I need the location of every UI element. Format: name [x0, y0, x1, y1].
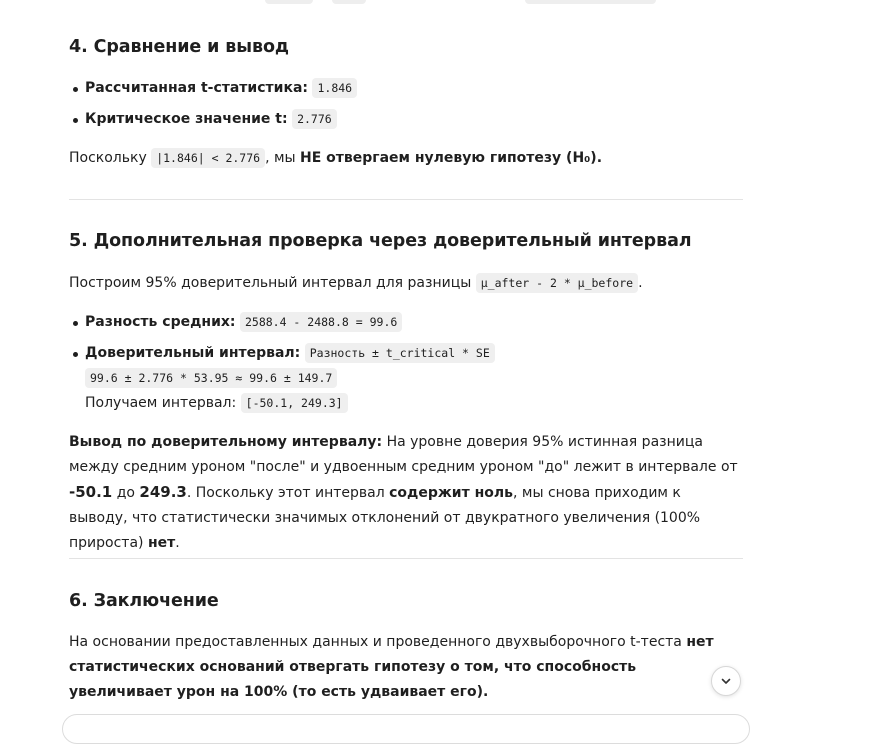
- comparison-list: [69, 76, 357, 138]
- ci-low-value: -50.1: [69, 483, 113, 501]
- t-critical-label: Критическое значение t:: [85, 111, 288, 127]
- ci-high-value: 249.3: [139, 483, 187, 501]
- bullet: [73, 118, 78, 123]
- ci-calculation-code: 99.6 ± 2.776 * 53.95 ≈ 99.6 ± 149.7: [85, 368, 337, 388]
- final-conclusion: [69, 630, 743, 705]
- ci-result-paragraph: [69, 430, 743, 556]
- comparison-conclusion: [69, 146, 602, 171]
- section-heading-comparison: 4. Сравнение и вывод: [69, 37, 289, 57]
- text: . Поскольку этот интервал: [186, 485, 390, 501]
- text: , мы: [265, 150, 301, 166]
- text: , мы снова приходим к выводу, что статистически значимых отклонений от двукратного увеличения (100% прироста): [69, 485, 701, 551]
- ci-interval-code: [-50.1, 249.3]: [241, 393, 348, 413]
- ci-label: Доверительный интервал:: [85, 345, 301, 361]
- chevron-down-icon: [719, 674, 733, 688]
- t-stat-label: Рассчитанная t-статистика:: [85, 80, 309, 96]
- t-critical-value: 2.776: [292, 109, 337, 129]
- text: .: [175, 535, 180, 551]
- t-stat-value: 1.846: [312, 78, 357, 98]
- code-chip: [265, 0, 313, 4]
- text: На уровне доверия 95% истинная разница между средним уроном "после" и удвоенным средним уроном "до" лежит в интервале от: [69, 434, 738, 475]
- section-heading-conclusion: 6. Заключение: [69, 591, 219, 611]
- ci-formula-code: Разность ± t_critical * SE: [305, 343, 495, 363]
- list-item: [69, 76, 357, 107]
- text: .: [638, 275, 643, 291]
- mean-difference-code: 2588.4 - 2488.8 = 99.6: [240, 312, 402, 332]
- text: Построим 95% доверительный интервал для разницы: [69, 275, 476, 291]
- bullet: [73, 321, 78, 326]
- ci-interval-line: [69, 391, 348, 416]
- text: Поскольку: [69, 150, 152, 166]
- list-item: [69, 107, 357, 138]
- message-composer[interactable]: [62, 714, 750, 744]
- text: Получаем интервал:: [85, 395, 241, 411]
- text: до: [112, 485, 140, 501]
- text: Вывод по доверительному интервалу:: [69, 434, 383, 450]
- section-divider: [69, 558, 743, 559]
- mean-difference-label: Разность средних:: [85, 314, 236, 330]
- code-chip: [332, 0, 366, 4]
- ci-intro: [69, 271, 643, 296]
- section-heading-confidence-interval: 5. Дополнительная проверка через доверительный интервал: [69, 231, 692, 251]
- ci-calculation: [69, 366, 337, 391]
- text: На основании предоставленных данных и проведенного двухвыборочного t-теста: [69, 634, 687, 650]
- previous-line-fragment: [69, 0, 743, 4]
- code-chip: [525, 0, 656, 4]
- text: .: [596, 150, 603, 166]
- text: нет: [147, 535, 176, 551]
- list-item: [69, 341, 495, 366]
- inequality-code: |1.846| < 2.776: [151, 148, 265, 168]
- bullet: [73, 352, 78, 357]
- difference-code: μ_after - 2 * μ_before: [476, 273, 638, 293]
- scroll-down-button[interactable]: [711, 666, 741, 696]
- section-divider: [69, 199, 743, 200]
- null-hypothesis-bold: НЕ отвергаем нулевую гипотезу (H₀): [300, 150, 597, 166]
- text: нет статистических оснований отвергать гипотезу о том, что способность увеличивает урон на 100% (то есть удваивает его).: [69, 634, 714, 700]
- text: содержит ноль: [389, 485, 513, 501]
- list-item: [69, 310, 495, 341]
- bullet: [73, 87, 78, 92]
- ci-list: [69, 310, 495, 366]
